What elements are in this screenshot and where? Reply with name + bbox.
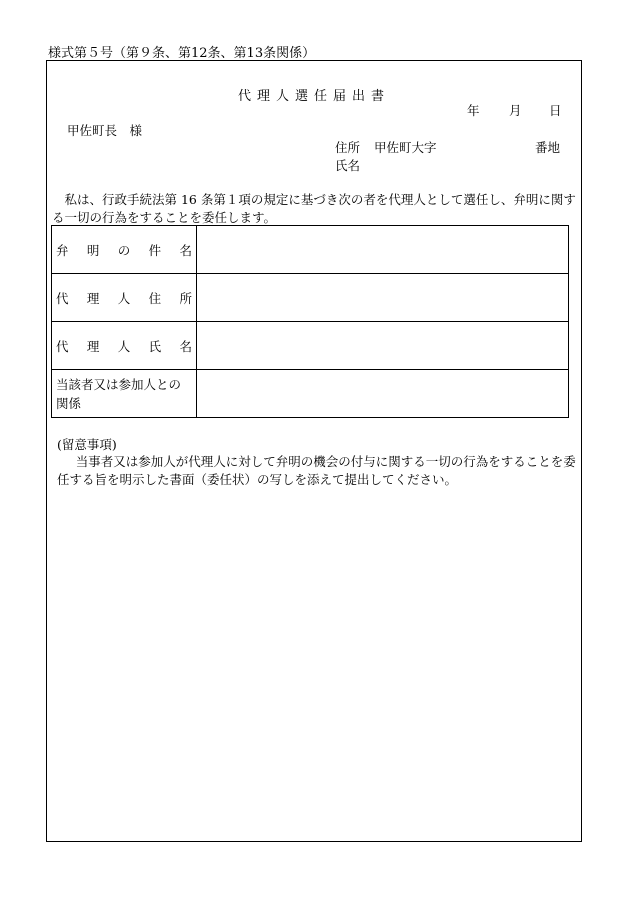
label-char: 理 xyxy=(86,338,100,354)
document-title: 代理人選任届出書 xyxy=(237,89,390,104)
addressee: 甲佐町長 様 xyxy=(67,123,143,138)
label-char: 弁 xyxy=(56,242,69,258)
row-label-relationship xyxy=(52,370,197,418)
notes-heading: (留意事項) xyxy=(57,437,117,452)
label-char: 所 xyxy=(179,290,192,306)
delegation-statement: 私は、行政手続法第 16 条第１項の規定に基づき次の者を代理人として選任し、弁明に関する一切の行為をすることを委任します。 xyxy=(52,192,576,225)
agent-address-field[interactable] xyxy=(197,274,569,322)
label-char: 理 xyxy=(86,290,100,306)
form-number: 様式第５号（第９条、第12条、第13条関係） xyxy=(48,46,316,61)
agent-name-field[interactable] xyxy=(197,322,569,370)
label-char: 代 xyxy=(56,338,69,354)
row-label-agent-name xyxy=(52,322,197,370)
date-day-label: 日 xyxy=(549,103,562,118)
label-char: 人 xyxy=(117,338,131,354)
table-row xyxy=(52,226,569,274)
row-label-case-name xyxy=(52,226,197,274)
label-char: 明 xyxy=(86,242,100,258)
form-frame xyxy=(46,60,582,842)
date-year-label: 年 xyxy=(467,103,480,118)
label-char: 住 xyxy=(148,290,162,306)
label-char: 氏 xyxy=(148,338,162,354)
relationship-field[interactable] xyxy=(197,370,569,418)
name-label: 氏名 xyxy=(335,158,361,173)
label-char: 人 xyxy=(117,290,131,306)
notes-body: 当事者又は参加人が代理人に対して弁明の機会の付与に関する一切の行為をすることを委任する旨を明示した書面（委任状）の写しを添えて提出してください。 xyxy=(57,454,576,487)
table-row xyxy=(52,322,569,370)
address-value: 甲佐町大字 xyxy=(374,140,437,155)
label-char: 名 xyxy=(179,242,192,258)
row-label-agent-address xyxy=(52,274,197,322)
delegation-table xyxy=(51,225,569,418)
table-row xyxy=(52,370,569,418)
date-month-label: 月 xyxy=(509,103,522,118)
label-char: の xyxy=(117,242,131,258)
label-char: 代 xyxy=(56,290,69,306)
address-suffix: 番地 xyxy=(535,140,561,155)
label-char: 名 xyxy=(179,338,192,354)
table-row xyxy=(52,274,569,322)
relationship-label: 当該者又は参加人との関係 xyxy=(56,376,182,411)
case-name-field[interactable] xyxy=(197,226,569,274)
address-label: 住所 xyxy=(335,140,361,155)
label-char: 件 xyxy=(148,242,162,258)
